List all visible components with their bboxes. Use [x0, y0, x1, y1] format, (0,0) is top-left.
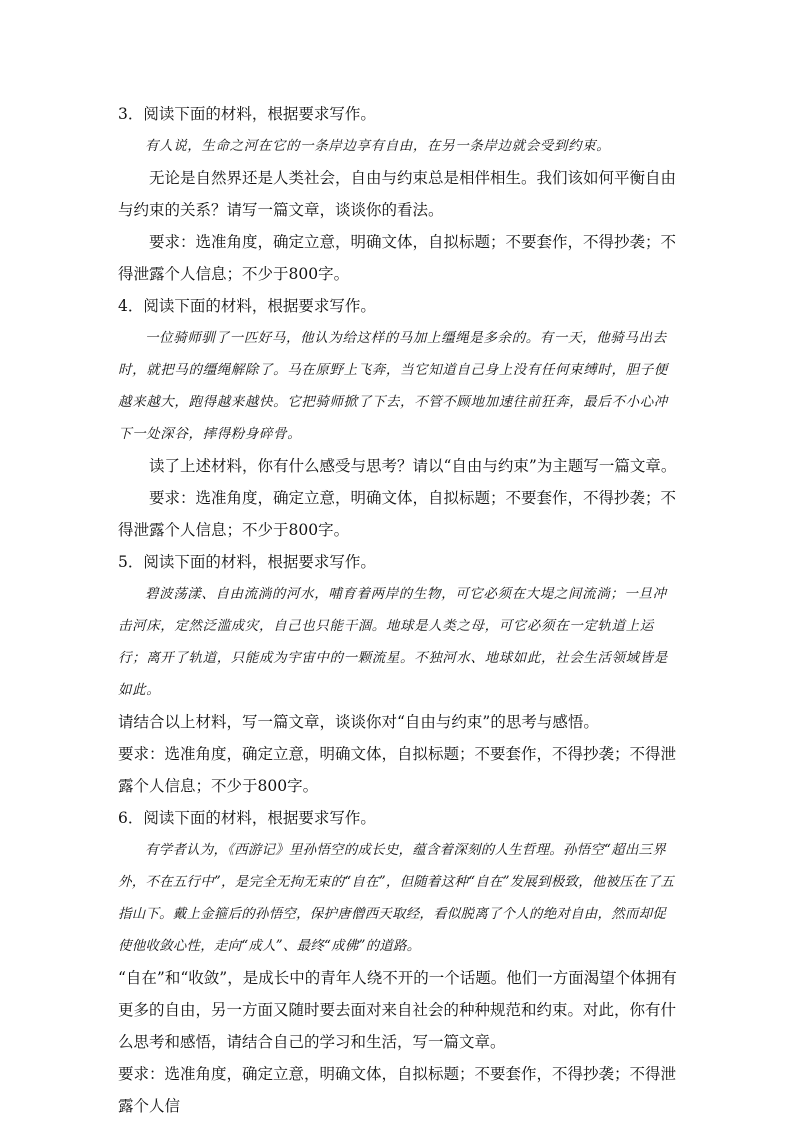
question-6-prompt: “自在”和“收敛”，是成长中的青年人绕不开的一个话题。他们一方面渴望个体拥有更多的自由，另一方面又随时要去面对来自社会的种种规范和约束。对此，你有什么思考和感悟，请结合自己的学习和生活，写一篇文章。: [118, 969, 677, 1051]
question-3-prompt: 无论是自然界还是人类社会，自由与约束总是相伴相生。我们该如何平衡自由与约束的关系？请写一篇文章，谈谈你的看法。: [118, 169, 677, 219]
question-5-quote: 碧波荡漾、自由流淌的河水，哺育着两岸的生物，可它必须在大堤之间流淌；一旦冲击河床，定然泛滥成灾，自己也只能干涸。地球是人类之母，可它必须在一定轨道上运行；离开了轨道，只能成为宇宙中的一颗流星。不独河水、地球如此，社会生活领域皆是如此。: [118, 586, 668, 698]
question-5-prompt: 请结合以上材料，写一篇文章，谈谈你对“自由与约束”的思考与感悟。: [118, 713, 599, 731]
question-4-prompt: 读了上述材料，你有什么感受与思考？请以“自由与约束”为主题写一篇文章。: [149, 457, 677, 475]
question-6-quote: 有学者认为，《西游记》里孙悟空的成长史，蕴含着深刻的人生哲理。孙悟空“超出三界外，不在五行中”，是完全无拘无束的“自在”，但随着这种“自在”发展到极致，他被压在了五指山下。戴上金箍后的孙悟空，保护唐僧西天取经，看似脱离了个人的绝对自由，然而却促使他收敛心性，走向“成人”、最终“成佛”的道路。: [118, 842, 675, 954]
question-5: [118, 546, 678, 802]
question-3-quote: 有人说，生命之河在它的一条岸边享有自由，在另一条岸边就会受到约束。: [145, 138, 611, 154]
question-4-title: 4．阅读下面的材料，根据要求写作。: [118, 297, 376, 315]
question-3: [118, 98, 678, 290]
question-6: [118, 802, 678, 1122]
document-content: [118, 98, 678, 1122]
question-6-title: 6．阅读下面的材料，根据要求写作。: [118, 809, 376, 827]
question-4-requirement: 要求：选准角度，确定立意，明确文体，自拟标题；不要套作，不得抄袭；不得泄露个人信息；不少于800字。: [118, 489, 677, 539]
question-6-requirement: 要求：选准角度，确定立意，明确文体，自拟标题；不要套作，不得抄袭；不得泄露个人信: [118, 1065, 677, 1115]
question-4-quote: 一位骑师驯了一匹好马，他认为给这样的马加上缰绳是多余的。有一天，他骑马出去时，就把马的缰绳解除了。马在原野上飞奔，当它知道自己身上没有任何束缚时，胆子便越来越大，跑得越来越快。它把骑师掀了下去，不管不顾地加速往前狂奔，最后不小心冲下一处深谷，摔得粉身碎骨。: [118, 330, 668, 442]
question-3-requirement: 要求：选准角度，确定立意，明确文体，自拟标题；不要套作，不得抄袭；不得泄露个人信息；不少于800字。: [118, 233, 677, 283]
question-5-title: 5．阅读下面的材料，根据要求写作。: [118, 553, 376, 571]
question-3-title: 3．阅读下面的材料，根据要求写作。: [118, 105, 376, 123]
question-4: [118, 290, 678, 546]
question-5-requirement: 要求：选准角度，确定立意，明确文体，自拟标题；不要套作，不得抄袭；不得泄露个人信息；不少于800字。: [118, 745, 677, 795]
